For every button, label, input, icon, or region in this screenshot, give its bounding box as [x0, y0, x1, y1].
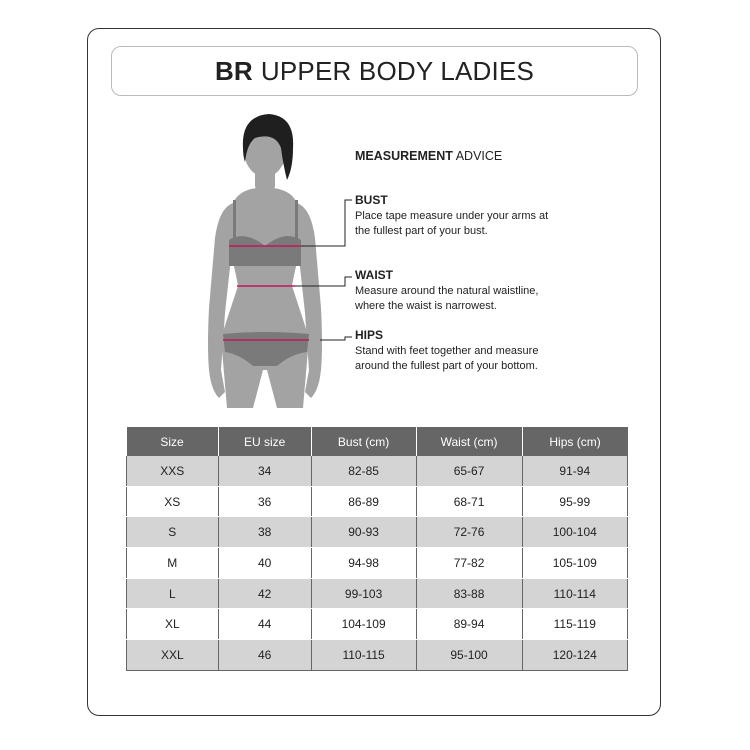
cell-eu-size: 40 — [218, 548, 311, 579]
hips-title: HIPS — [355, 328, 384, 342]
cell-size: XS — [127, 486, 219, 517]
header-waist: Waist (cm) — [416, 427, 522, 456]
cell-waist: 68-71 — [416, 486, 522, 517]
cell-bust: 86-89 — [311, 486, 416, 517]
header-hips: Hips (cm) — [522, 427, 627, 456]
waist-text-line1: Measure around the natural waistline, — [355, 285, 539, 297]
cell-eu-size: 46 — [218, 640, 311, 671]
leader-lines — [290, 195, 360, 345]
waist-leader-line — [295, 277, 352, 286]
table-row — [127, 517, 628, 548]
waist-advice — [355, 268, 585, 314]
hips-text-line2: around the fullest part of your bottom. — [355, 360, 538, 372]
hips-text-line1: Stand with feet together and measure — [355, 345, 539, 357]
bust-text-line2: the fullest part of your bust. — [355, 225, 488, 237]
cell-size: L — [127, 578, 219, 609]
cell-bust: 99-103 — [311, 578, 416, 609]
advice-rest: ADVICE — [455, 149, 503, 163]
table-row — [127, 456, 628, 486]
bust-title: BUST — [355, 193, 388, 207]
cell-bust: 90-93 — [311, 517, 416, 548]
bust-advice — [355, 193, 585, 239]
figure-neck — [255, 168, 275, 190]
cell-size: XXS — [127, 456, 219, 486]
cell-size: S — [127, 517, 219, 548]
cell-hips: 115-119 — [522, 609, 627, 640]
bust-text-line1: Place tape measure under your arms at — [355, 210, 549, 222]
cell-waist: 77-82 — [416, 548, 522, 579]
cell-hips: 105-109 — [522, 548, 627, 579]
cell-eu-size: 44 — [218, 609, 311, 640]
bust-leader-line — [301, 200, 352, 246]
page-title — [111, 46, 638, 96]
cell-bust: 110-115 — [311, 640, 416, 671]
advice-bold: MEASUREMENT — [355, 149, 453, 163]
measurement-advice-heading — [355, 149, 502, 163]
cell-eu-size: 42 — [218, 578, 311, 609]
cell-size: M — [127, 548, 219, 579]
title-text: UPPER BODY LADIES — [260, 55, 535, 86]
table-row — [127, 548, 628, 579]
cell-waist: 89-94 — [416, 609, 522, 640]
cell-eu-size: 38 — [218, 517, 311, 548]
table-row — [127, 609, 628, 640]
hips-leader-line — [320, 337, 352, 340]
cell-bust: 94-98 — [311, 548, 416, 579]
cell-eu-size: 34 — [218, 456, 311, 486]
cell-bust: 104-109 — [311, 609, 416, 640]
cell-waist: 83-88 — [416, 578, 522, 609]
cell-waist: 72-76 — [416, 517, 522, 548]
header-bust: Bust (cm) — [311, 427, 416, 456]
cell-bust: 82-85 — [311, 456, 416, 486]
size-table — [126, 427, 628, 671]
title-brand: BR — [214, 55, 253, 86]
cell-size: XL — [127, 609, 219, 640]
cell-waist: 95-100 — [416, 640, 522, 671]
header-size: Size — [127, 427, 219, 456]
cell-waist: 65-67 — [416, 456, 522, 486]
table-header-row — [127, 427, 628, 456]
cell-hips: 100-104 — [522, 517, 627, 548]
cell-hips: 120-124 — [522, 640, 627, 671]
hips-advice — [355, 328, 585, 374]
cell-hips: 110-114 — [522, 578, 627, 609]
cell-size: XXL — [127, 640, 219, 671]
cell-eu-size: 36 — [218, 486, 311, 517]
table-row — [127, 640, 628, 671]
table-row — [127, 486, 628, 517]
cell-hips: 95-99 — [522, 486, 627, 517]
cell-hips: 91-94 — [522, 456, 627, 486]
header-eu-size: EU size — [218, 427, 311, 456]
waist-title: WAIST — [355, 268, 393, 282]
table-row — [127, 578, 628, 609]
waist-text-line2: where the waist is narrowest. — [355, 300, 497, 312]
